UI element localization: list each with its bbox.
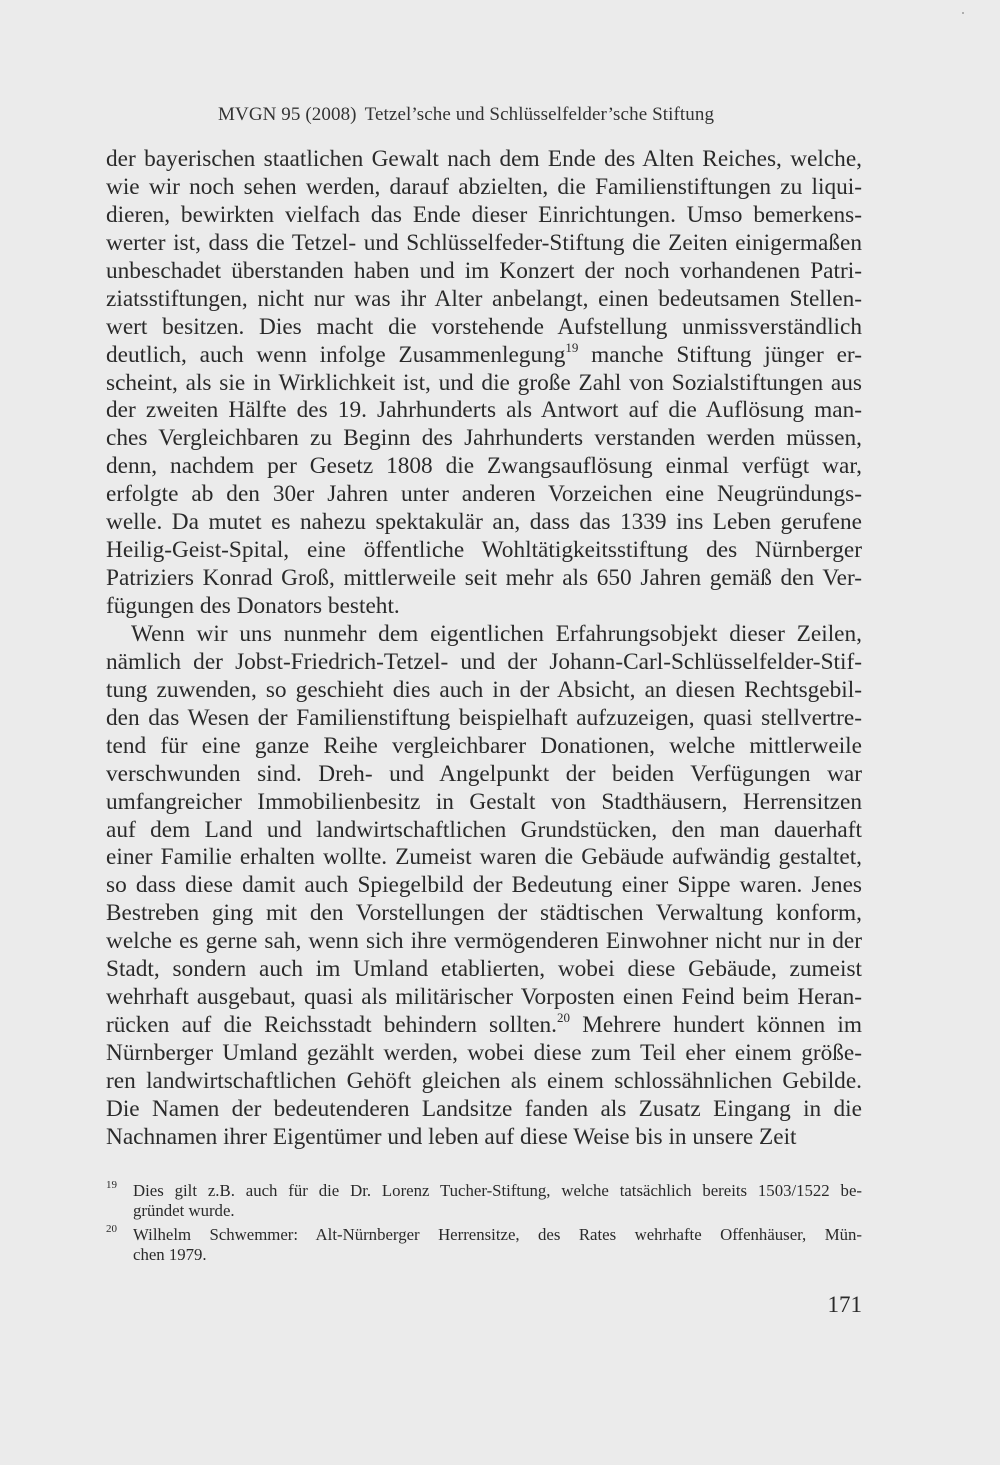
- text-segment: tend für eine ganze Reihe vergleichbarer Donationen, welche mittlerweile: [106, 732, 862, 759]
- text-line: [106, 202, 862, 230]
- text-segment: wie wir noch sehen werden, darauf abzielten, die Familienstiftungen zu liqui-: [106, 173, 862, 200]
- paragraph: [106, 146, 862, 621]
- text-segment: auf dem Land und landwirtschaftlichen Grundstücken, den man dauerhaft: [106, 816, 862, 843]
- text-segment: werter ist, dass die Tetzel- und Schlüsselfeder-Stiftung die Zeiten einigermaßen: [106, 229, 862, 256]
- text-segment: deutlich, auch wenn infolge Zusammenlegung: [106, 341, 566, 368]
- text-segment: wehrhaft ausgebaut, quasi als militärischer Vorposten einen Feind beim Heran-: [106, 984, 862, 1011]
- page-number: 171: [827, 1292, 862, 1317]
- text-line: [106, 872, 862, 900]
- text-line: [106, 677, 862, 705]
- text-segment: welche es gerne sah, wenn sich ihre vermögenderen Einwohner nicht nur in der: [106, 928, 862, 955]
- text-line: [106, 425, 862, 453]
- text-line: [106, 339, 862, 370]
- text-segment: Nürnberger Umland gezählt werden, wobei diese zum Teil eher einem größe-: [106, 1040, 862, 1066]
- text-segment: welle. Da mutet es nahezu spektakulär an, dass das 1339 ins Leben gerufene: [106, 509, 862, 536]
- text-line: [106, 481, 862, 509]
- text-line: [106, 1068, 862, 1096]
- article-short-title: Tetzel’sche und Schlüsselfelder’sche Stiftung: [364, 104, 715, 125]
- footnote: [106, 1181, 862, 1222]
- scan-dust-mark: [962, 12, 964, 14]
- text-line: [106, 789, 862, 817]
- text-segment: so dass diese damit auch Spiegelbild der Bedeutung einer Sippe waren. Jenes: [106, 872, 862, 899]
- text-segment: Die Namen der bedeutenderen Landsitze fanden als Zusatz Eingang in die: [106, 1095, 862, 1122]
- running-head: [218, 104, 714, 126]
- text-segment: ziatsstiftungen, nicht nur was ihr Alter anbelangt, einen bedeutsamen Stellen-: [106, 285, 862, 312]
- body-text: [106, 146, 862, 1152]
- text-line: [106, 537, 862, 565]
- text-line: [106, 509, 862, 537]
- text-line: [106, 1012, 862, 1040]
- text-segment: Patriziers Konrad Groß, mittlerweile seit mehr als 650 Jahren gemäß den Ver-: [106, 565, 862, 592]
- text-line: [106, 621, 862, 649]
- text-segment: wert besitzen. Dies macht die vorstehende Aufstellung unmissverständlich: [106, 313, 862, 340]
- text-segment: ches Vergleichbaren zu Beginn des Jahrhunderts verstanden werden müssen,: [106, 425, 862, 452]
- text-segment: verschwunden sind. Dreh- und Angelpunkt der beiden Verfügungen war: [106, 760, 862, 787]
- text-segment: scheint, als sie in Wirklichkeit ist, und die große Zahl von Sozialstiftungen aus: [106, 369, 862, 396]
- text-segment: manche Stiftung jünger er-: [578, 341, 862, 368]
- text-line: [106, 928, 862, 956]
- text-segment: umfangreicher Immobilienbesitz in Gestalt von Stadthäusern, Herrensitzen: [106, 788, 862, 815]
- text-line: [106, 984, 862, 1012]
- text-segment: Stadt, sondern auch im Umland etablierten, wobei diese Gebäude, zumeist: [106, 956, 862, 983]
- paragraph: [106, 621, 862, 1152]
- text-segment: Heilig-Geist-Spital, eine öffentliche Wohltätigkeitsstiftung des Nürnberger: [106, 537, 862, 564]
- text-line: [106, 397, 862, 425]
- footnote-reference: 19: [565, 339, 579, 355]
- text-segment: denn, nachdem per Gesetz 1808 die Zwangsauflösung einmal verfügt war,: [106, 453, 862, 480]
- text-segment: dieren, bewirkten vielfach das Ende dieser Einrichtungen. Umso bemerkens-: [106, 201, 862, 228]
- text-line: [106, 900, 862, 928]
- text-segment: Nachnamen ihrer Eigentümer und leben auf diese Weise bis in unsere Zeit: [106, 1123, 797, 1150]
- text-segment: fügungen des Donators besteht.: [106, 593, 400, 619]
- text-line: [106, 705, 862, 733]
- text-line: [106, 733, 862, 761]
- text-segment: der bayerischen staatlichen Gewalt nach dem Ende des Alten Reiches, welche,: [106, 146, 862, 172]
- text-line: [106, 258, 862, 286]
- text-line: [106, 956, 862, 984]
- text-line: [106, 1096, 862, 1124]
- footnote-number: 19: [106, 1179, 117, 1191]
- text-line: [106, 1124, 862, 1152]
- text-line: [106, 761, 862, 789]
- text-segment: Wenn wir uns nunmehr dem eigentlichen Erfahrungsobjekt dieser Zeilen,: [131, 620, 862, 647]
- text-line: [106, 230, 862, 258]
- text-line: [106, 286, 862, 314]
- text-line: [106, 593, 862, 621]
- text-line: [106, 453, 862, 481]
- text-line: [106, 314, 862, 342]
- journal-citation: MVGN 95 (2008): [218, 104, 357, 125]
- footnote-line: chen 1979.: [133, 1244, 207, 1264]
- text-segment: tung zuwenden, so geschieht dies auch in der Absicht, an diesen Rechtsgebil-: [106, 676, 862, 703]
- text-segment: Mehrere hundert können im: [570, 1012, 862, 1039]
- footnote-reference: 20: [557, 1010, 571, 1026]
- footnote: [106, 1222, 862, 1266]
- text-segment: den das Wesen der Familienstiftung beispielhaft aufzuzeigen, quasi stellvertre-: [106, 704, 862, 731]
- footnotes: [106, 1181, 862, 1265]
- text-segment: der zweiten Hälfte des 19. Jahrhunderts als Antwort auf die Auflösung man-: [106, 397, 862, 424]
- text-line: [106, 844, 862, 872]
- text-segment: Bestreben ging mit den Vorstellungen der städtischen Verwaltung konform,: [106, 900, 862, 927]
- text-line: [106, 649, 862, 677]
- text-segment: nämlich der Jobst-Friedrich-Tetzel- und der Johann-Carl-Schlüsselfelder-Stif-: [106, 648, 862, 675]
- footnote-number: 20: [106, 1222, 117, 1235]
- footnote-line: gründet wurde.: [133, 1201, 235, 1221]
- text-line: [106, 370, 862, 398]
- text-segment: einer Familie erhalten wollte. Zumeist waren die Gebäude aufwändig gestaltet,: [106, 844, 862, 871]
- text-segment: ren landwirtschaftlichen Gehöft gleichen als einem schlossähnlichen Gebilde.: [106, 1067, 862, 1094]
- text-line: [106, 146, 862, 174]
- text-line: [106, 1040, 862, 1068]
- text-segment: rücken auf die Reichsstadt behindern sollten.: [106, 1012, 558, 1039]
- text-line: [106, 174, 862, 202]
- text-segment: erfolgte ab den 30er Jahren unter anderen Vorzeichen eine Neugründungs-: [106, 481, 862, 508]
- text-segment: unbeschadet überstanden haben und im Konzert der noch vorhandenen Patri-: [106, 257, 862, 284]
- text-line: [106, 565, 862, 593]
- footnote-line: Wilhelm Schwemmer: Alt-Nürnberger Herrensitze, des Rates wehrhafte Offenhäuser, Mün-: [133, 1224, 862, 1244]
- text-line: [106, 817, 862, 845]
- footnote-line: Dies gilt z.B. auch für die Dr. Lorenz Tucher-Stiftung, welche tatsächlich bereits 1503/1522 be-: [133, 1181, 862, 1200]
